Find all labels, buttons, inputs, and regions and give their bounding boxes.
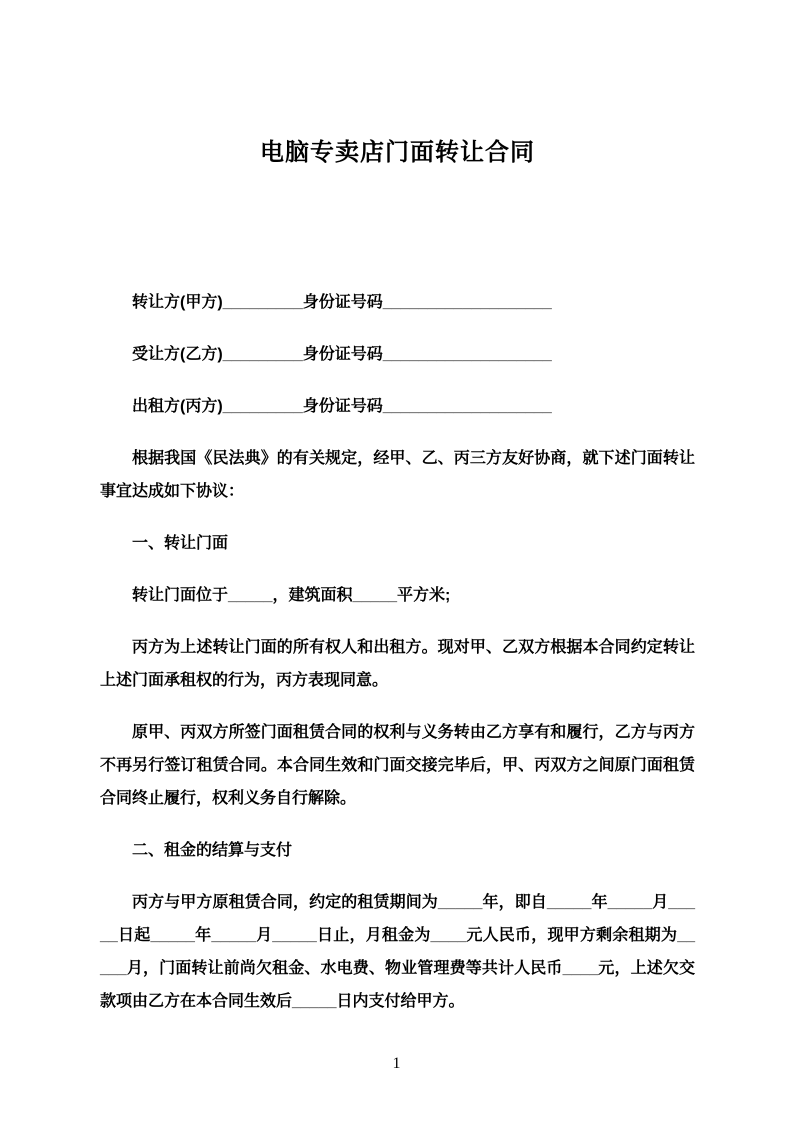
party-line-transferee: 受让方(乙方)_________身份证号码___________________ <box>132 346 552 363</box>
intro-paragraph: 根据我国《民法典》的有关规定，经甲、乙、丙三方友好协商，就下述门面转让事宜达成如下协议： <box>100 450 695 500</box>
page-number: 1 <box>392 1055 401 1072</box>
section-2-heading: 二、租金的结算与支付 <box>132 842 293 859</box>
party-line-lessor: 出租方(丙方)_________身份证号码___________________ <box>132 398 552 415</box>
party-line-transferor: 转让方(甲方)_________身份证号码___________________ <box>132 294 552 311</box>
section-1-paragraph-ownership: 丙方为上述转让门面的所有权人和出租方。现对甲、乙双方根据本合同约定转让上述门面承租权的行为，丙方表现同意。 <box>100 639 695 689</box>
contract-title: 电脑专卖店门面转让合同 <box>260 139 535 166</box>
section-1-paragraph-rights-transfer: 原甲、丙双方所签门面租赁合同的权利与义务转由乙方享有和履行，乙方与丙方不再另行签订租赁合同。本合同生效和门面交接完毕后，甲、丙双方之间原门面租赁合同终止履行，权利义务自行解除。 <box>100 724 695 807</box>
section-1-heading: 一、转让门面 <box>132 535 229 552</box>
section-2-paragraph-rent-terms: 丙方与甲方原租赁合同，约定的租赁期间为_____年，即自_____年_____月_____日起_____年_____月_____日止，月租金为____元人民币，现甲方剩余租期为_____月，门面转让前尚欠租金、水电费、物业管理费等共计人民币____元，上述欠交款项由乙方在本合同生效后_____日内支付给甲方。 <box>100 894 695 1010</box>
section-1-paragraph-location: 转让门面位于_____，建筑面积_____平方米; <box>132 587 451 604</box>
